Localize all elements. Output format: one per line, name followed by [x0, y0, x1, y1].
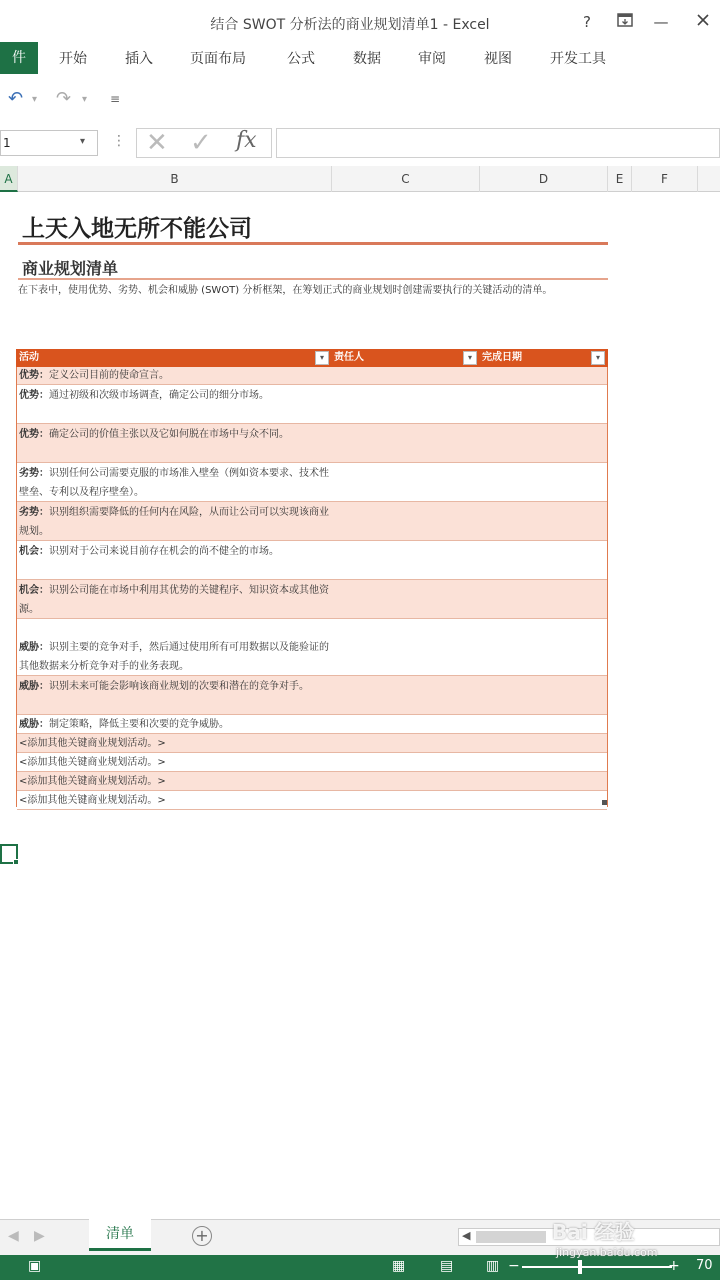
window-title: 结合 SWOT 分析法的商业规划清单1 - Excel [210, 17, 490, 33]
activity-text: <添加其他关键商业规划活动。> [19, 738, 166, 749]
activity-text: 制定策略，降低主要和次要的竞争威胁。 [49, 719, 229, 730]
scroll-left-icon[interactable]: ◀ [462, 1229, 471, 1242]
tab-file[interactable]: 件 [0, 42, 38, 74]
column-header-a[interactable]: A [0, 166, 18, 192]
swot-category-label: 优势： [19, 390, 49, 401]
activity-text: 定义公司目前的使命宣言。 [49, 370, 169, 381]
header-owner: 责任人 [334, 352, 364, 363]
activity-cell[interactable] [19, 425, 329, 444]
header-due-date: 完成日期 [482, 352, 522, 363]
sheet-subtitle: 商业规划清单 [22, 259, 119, 278]
activity-cell[interactable] [19, 464, 329, 502]
activity-cell[interactable] [19, 386, 329, 405]
normal-view-button[interactable]: ▦ [392, 1258, 406, 1274]
column-header-b[interactable]: B [18, 166, 332, 192]
swot-category-label: 威胁： [19, 681, 49, 692]
swot-category-label: 威胁： [19, 719, 49, 730]
macro-record-icon[interactable]: ▣ [28, 1258, 42, 1274]
close-button[interactable] [690, 10, 716, 34]
add-sheet-button[interactable]: + [192, 1226, 212, 1246]
swot-category-label: 劣势： [19, 468, 49, 479]
activity-cell[interactable] [19, 638, 329, 676]
activity-cell[interactable] [19, 542, 329, 561]
activity-cell[interactable] [19, 677, 329, 696]
redo-dropdown[interactable]: ▾ [82, 94, 88, 105]
help-button[interactable]: ? [583, 13, 591, 31]
scrollbar-thumb[interactable] [476, 1231, 546, 1243]
filter-activity-button[interactable]: ▾ [315, 351, 329, 365]
column-header-c[interactable]: C [332, 166, 480, 192]
activity-text: 识别对于公司来说目前存在机会的尚不健全的市场。 [49, 546, 279, 557]
sheet-nav-right-icon[interactable]: ▶ [34, 1228, 45, 1244]
undo-dropdown[interactable]: ▾ [32, 94, 38, 105]
filter-due-date-button[interactable]: ▾ [591, 351, 605, 365]
swot-category-label: 机会： [19, 546, 49, 557]
activity-text: 识别主要的竞争对手，然后通过使用所有可用数据以及能验证的其他数据来分析竞争对手的业务表现。 [19, 642, 329, 672]
swot-category-label: 劣势： [19, 507, 49, 518]
sheet-nav-left-icon[interactable]: ◀ [8, 1228, 19, 1244]
activity-text: 识别任何公司需要克服的市场准入壁垒（例如资本要求、技术性壁垒、专利以及程序壁垒）。 [19, 468, 329, 498]
swot-category-label: 优势： [19, 429, 49, 440]
header-activity: 活动 [19, 352, 39, 363]
activity-cell[interactable] [19, 715, 329, 734]
enter-icon[interactable]: ✓ [190, 128, 212, 158]
filter-owner-button[interactable]: ▾ [463, 351, 477, 365]
activity-text: <添加其他关键商业规划活动。> [19, 795, 166, 806]
activity-text: 识别公司能在市场中利用其优势的关键程序、知识资本或其他资源。 [19, 585, 329, 615]
activity-cell[interactable] [19, 791, 329, 810]
tab-developer[interactable]: 开发工具 [550, 51, 606, 67]
swot-category-label: 机会： [19, 585, 49, 596]
page-break-view-button[interactable]: ▥ [486, 1258, 500, 1274]
swot-category-label: 威胁： [19, 642, 49, 653]
watermark-url: jingyan.baidu.com [556, 1246, 658, 1259]
name-box-dropdown[interactable]: ▾ [80, 136, 86, 147]
ribbon-display-button[interactable] [612, 10, 638, 34]
tab-view[interactable]: 视图 [484, 51, 512, 67]
restore-icon [617, 13, 633, 27]
undo-button[interactable]: ↶ [8, 88, 24, 109]
formula-input[interactable] [276, 128, 720, 158]
zoom-slider[interactable] [522, 1266, 672, 1268]
column-header-e[interactable]: E [608, 166, 632, 192]
tab-formulas[interactable]: 公式 [287, 51, 315, 67]
redo-button[interactable]: ↷ [56, 88, 72, 109]
title-rule [18, 242, 608, 245]
tab-home[interactable]: 开始 [59, 51, 87, 67]
zoom-slider-thumb[interactable] [578, 1260, 582, 1274]
activity-text: 确定公司的价值主张以及它如何脱在市场中与众不同。 [49, 429, 289, 440]
page-layout-view-button[interactable]: ▤ [440, 1258, 454, 1274]
activity-text: 识别未来可能会影响该商业规划的次要和潜在的竞争对手。 [49, 681, 309, 692]
sheet-description: 在下表中，使用优势、劣势、机会和威胁 (SWOT) 分析框架，在筹划正式的商业规划时创建需要执行的关键活动的清单。 [18, 285, 553, 296]
activity-text: <添加其他关键商业规划活动。> [19, 776, 166, 787]
activity-cell[interactable] [19, 503, 329, 541]
tab-insert[interactable]: 插入 [125, 51, 153, 67]
swot-category-label: 优势： [19, 370, 49, 381]
insert-function-icon[interactable]: fx [236, 128, 257, 153]
column-header-d[interactable]: D [480, 166, 608, 192]
zoom-in-button[interactable]: + [668, 1258, 680, 1274]
close-icon [696, 13, 710, 27]
activity-text: 通过初级和次级市场调查，确定公司的细分市场。 [49, 390, 269, 401]
tab-page-layout[interactable]: 页面布局 [190, 51, 246, 67]
formula-bar-resize-handle[interactable]: ⋮ [112, 133, 126, 149]
zoom-level[interactable]: 70 [696, 1258, 713, 1273]
sheet-title: 上天入地无所不能公司 [22, 216, 252, 242]
table-resize-handle[interactable] [602, 800, 607, 805]
subtitle-rule [18, 278, 608, 280]
name-box[interactable]: 1 [0, 130, 98, 156]
tab-data[interactable]: 数据 [353, 51, 381, 67]
activity-cell[interactable] [19, 581, 329, 619]
cancel-icon[interactable]: ✕ [146, 128, 168, 158]
column-header-f[interactable]: F [632, 166, 698, 192]
activity-cell[interactable] [19, 734, 329, 753]
activity-text: 识别组织需要降低的任何内在风险，从而让公司可以实现该商业规划。 [19, 507, 329, 537]
activity-cell[interactable] [19, 753, 329, 772]
watermark-brand: Bai 经验 [552, 1220, 635, 1244]
tab-review[interactable]: 审阅 [418, 51, 446, 67]
minimize-button[interactable]: — [653, 13, 669, 31]
activity-cell[interactable] [19, 366, 329, 385]
zoom-out-button[interactable]: − [508, 1258, 520, 1274]
customize-qat-button[interactable]: ≡ [110, 92, 121, 106]
activity-text: <添加其他关键商业规划活动。> [19, 757, 166, 768]
activity-cell[interactable] [19, 772, 329, 791]
sheet-tab-checklist[interactable]: 清单 [89, 1219, 151, 1251]
fill-handle[interactable] [13, 859, 19, 865]
